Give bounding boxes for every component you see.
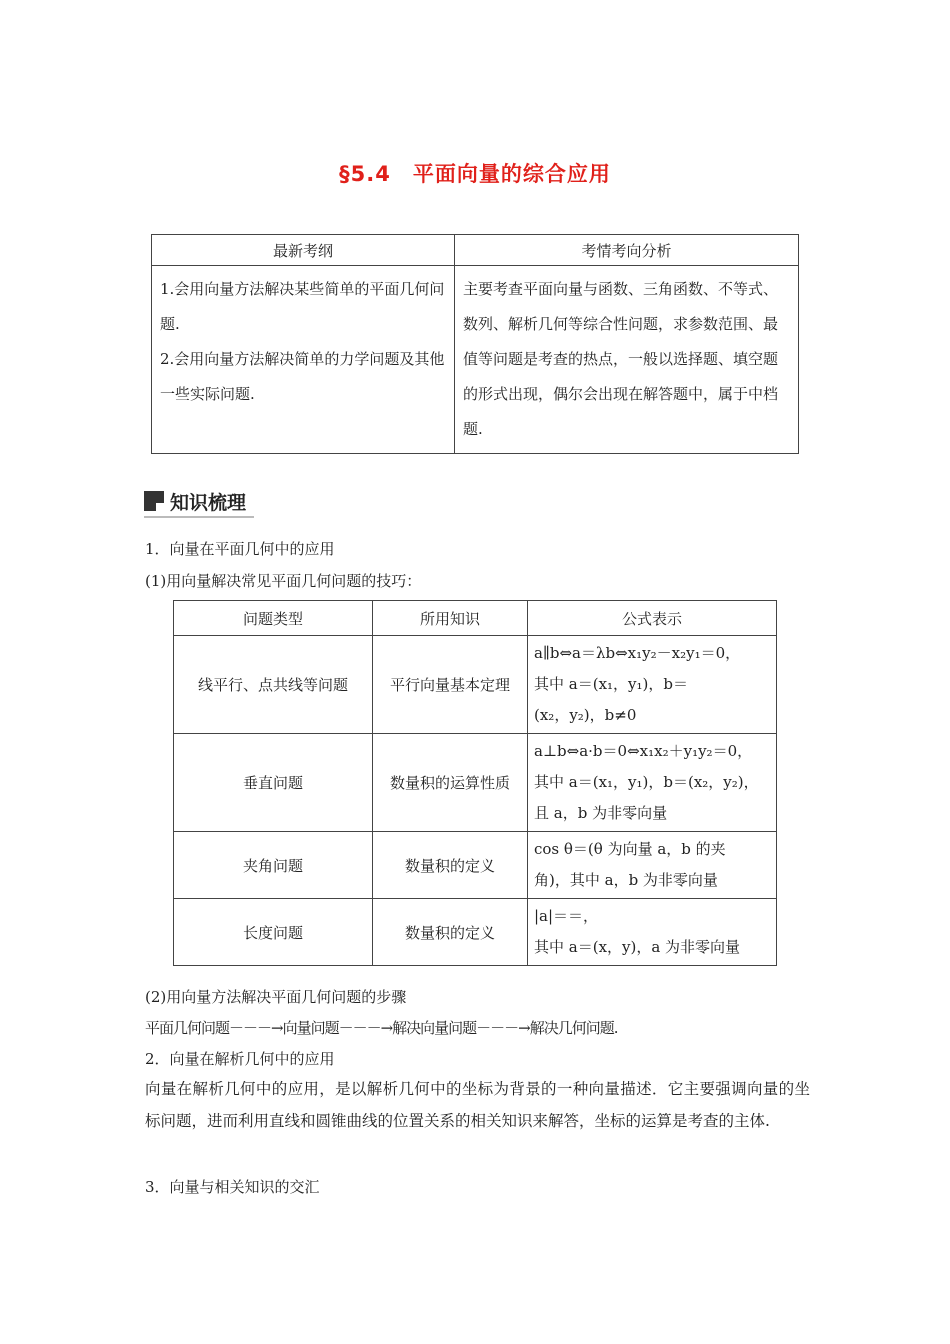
formula-line: 其中 a＝(x₁，y₁)，b＝(x₂，y₂)， [534, 773, 759, 791]
subsection-3: 3．向量与相关知识的交汇 [145, 1178, 320, 1196]
table1-header-right: 考情考向分析 [455, 235, 799, 266]
formula-line: 且 a，b 为非零向量 [534, 804, 668, 822]
formula-line: 其中 a＝(x，y)，a 为非零向量 [534, 938, 741, 956]
syllabus-item-2: 2.会用向量方法解决简单的力学问题及其他一些实际问题. [160, 350, 445, 403]
row-type: 长度问题 [174, 899, 373, 966]
formula-line: (x₂，y₂)，b≠0 [534, 706, 637, 724]
heading-block-icon [144, 491, 164, 511]
table1-header-left: 最新考纲 [152, 235, 455, 266]
row-type: 垂直问题 [174, 734, 373, 832]
table2-header-knowledge: 所用知识 [373, 601, 528, 636]
syllabus-cell [152, 266, 455, 454]
row-knowledge: 数量积的定义 [373, 832, 528, 899]
table-row [174, 636, 777, 734]
section-heading [144, 488, 254, 518]
table-row [174, 899, 777, 966]
subsection-2-text: 向量在解析几何中的应用，是以解析几何中的坐标为背景的一种向量描述．它主要强调向量的坐标问题，进而利用直线和圆锥曲线的位置关系的相关知识来解答，坐标的运算是考查的主体. [145, 1080, 810, 1130]
formula-line: 角)，其中 a，b 为非零向量 [534, 871, 718, 889]
subsection-1-1: (1)用向量解决常见平面几何问题的技巧： [145, 572, 422, 590]
row-formula [528, 734, 777, 832]
formula-line: a⊥b⇔a·b＝0⇔x₁x₂＋y₁y₂＝0， [534, 742, 753, 760]
row-knowledge: 平行向量基本定理 [373, 636, 528, 734]
formula-line: a∥b⇔a＝λb⇔x₁y₂－x₂y₁＝0， [534, 644, 741, 662]
subsection-1-2: (2)用向量方法解决平面几何问题的步骤 [145, 988, 407, 1006]
heading-text: 知识梳理 [170, 492, 247, 514]
subsection-1: 1．向量在平面几何中的应用 [145, 540, 335, 558]
row-formula [528, 636, 777, 734]
formula-line: 其中 a＝(x₁，y₁)，b＝ [534, 675, 688, 693]
steps-flow: 平面几何问题－－－→向量问题－－－→解决向量问题－－－→解决几何问题. [145, 1019, 618, 1037]
table-row [174, 832, 777, 899]
table2-header-type: 问题类型 [174, 601, 373, 636]
row-type: 夹角问题 [174, 832, 373, 899]
row-knowledge: 数量积的定义 [373, 899, 528, 966]
row-knowledge: 数量积的运算性质 [373, 734, 528, 832]
formula-line: cos θ＝(θ 为向量 a，b 的夹 [534, 840, 726, 858]
row-type: 线平行、点共线等问题 [174, 636, 373, 734]
analysis-cell: 主要考查平面向量与函数、三角函数、不等式、数列、解析几何等综合性问题，求参数范围、最值等问题是考查的热点，一般以选择题、填空题的形式出现，偶尔会出现在解答题中，属于中档题. [455, 266, 799, 454]
syllabus-item-1: 1.会用向量方法解决某些简单的平面几何问题. [160, 280, 445, 333]
techniques-table [173, 600, 777, 966]
table-row [174, 734, 777, 832]
syllabus-table [151, 234, 799, 454]
formula-line: |a|＝＝， [534, 907, 599, 925]
page-title [0, 158, 950, 188]
title-text: 平面向量的综合应用 [412, 162, 611, 186]
section-number: §5.4 [339, 162, 391, 186]
table2-header-formula: 公式表示 [528, 601, 777, 636]
subsection-2: 2．向量在解析几何中的应用 [145, 1050, 335, 1068]
row-formula [528, 899, 777, 966]
row-formula [528, 832, 777, 899]
